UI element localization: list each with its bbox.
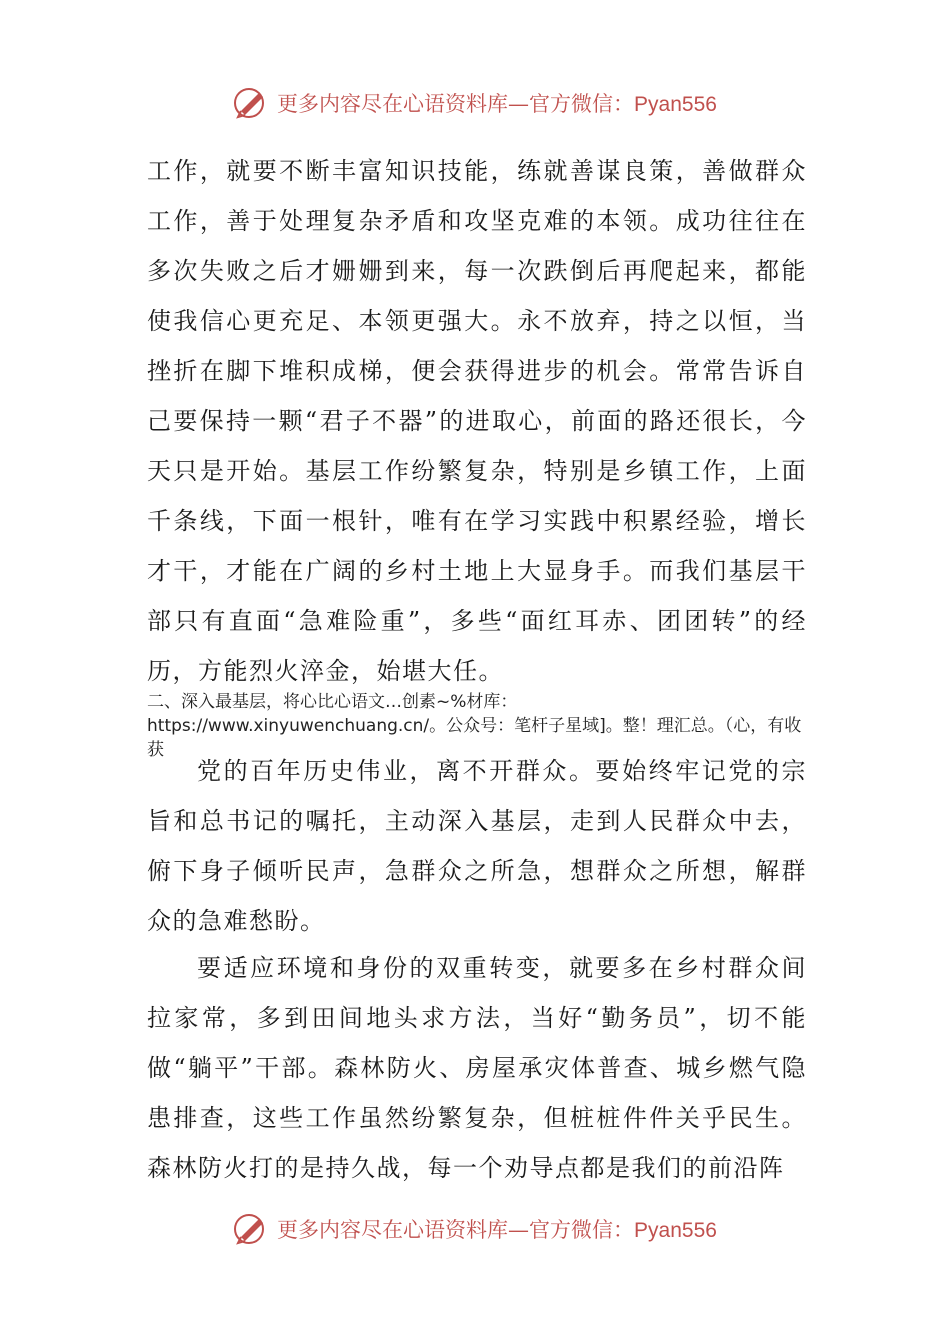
banner-wechat-id: Pyan556 [634, 1219, 717, 1242]
pen-logo-icon [233, 1211, 269, 1247]
banner-text: 更多内容尽在心语资料库—官方微信： [277, 92, 635, 116]
banner-wechat-id: Pyan556 [634, 93, 717, 116]
section-heading-note: 二、深入最基层，将心比心语文…创素~%材库：https://www.xinyuwenchuang.cn/。公众号：笔杆子星域]。整！理汇总。（心，有收获 [147, 692, 802, 760]
banner-text: 更多内容尽在心语资料库—官方微信： [277, 1218, 635, 1242]
pen-logo-icon [233, 85, 269, 121]
paragraph-1: 工作，就要不断丰富知识技能，练就善谋良策，善做群众工作，善于处理复杂矛盾和攻坚克难的本领。成功往往在多次失败之后才姗姗到来，每一次跌倒后再爬起来，都能使我信心更充足、本领更强大。永不放弃，持之以恒，当挫折在脚下堆积成梯，便会获得进步的机会。常常告诉自己要保持一颗“君子不器”的进取心，前面的路还很长，今天只是开始。基层工作纷繁复杂，特别是乡镇工作，上面千条线，下面一根针，唯有在学习实践中积累经验，增长才干，才能在广阔的乡村土地上大显身手。而我们基层干部只有直面“急难险重”，多些“面红耳赤、团团转”的经历，方能烈火淬金，始堪大任。 [147, 157, 807, 685]
header-banner [0, 78, 950, 128]
paragraph-2: 党的百年历史伟业，离不开群众。要始终牢记党的宗旨和总书记的嘱托，主动深入基层，走到人民群众中去，俯下身子倾听民声，急群众之所急，想群众之所想，解群众的急难愁盼。 [147, 757, 807, 935]
footer-banner [0, 1204, 950, 1254]
paragraph-3: 要适应环境和身份的双重转变，就要多在乡村群众间拉家常，多到田间地头求方法，当好“勤务员”，切不能做“躺平”干部。森林防火、房屋承灾体普查、城乡燃气隐患排查，这些工作虽然纷繁复杂，但桩桩件件关乎民生。森林防火打的是持久战，每一个劝导点都是我们的前沿阵 [147, 954, 807, 1182]
